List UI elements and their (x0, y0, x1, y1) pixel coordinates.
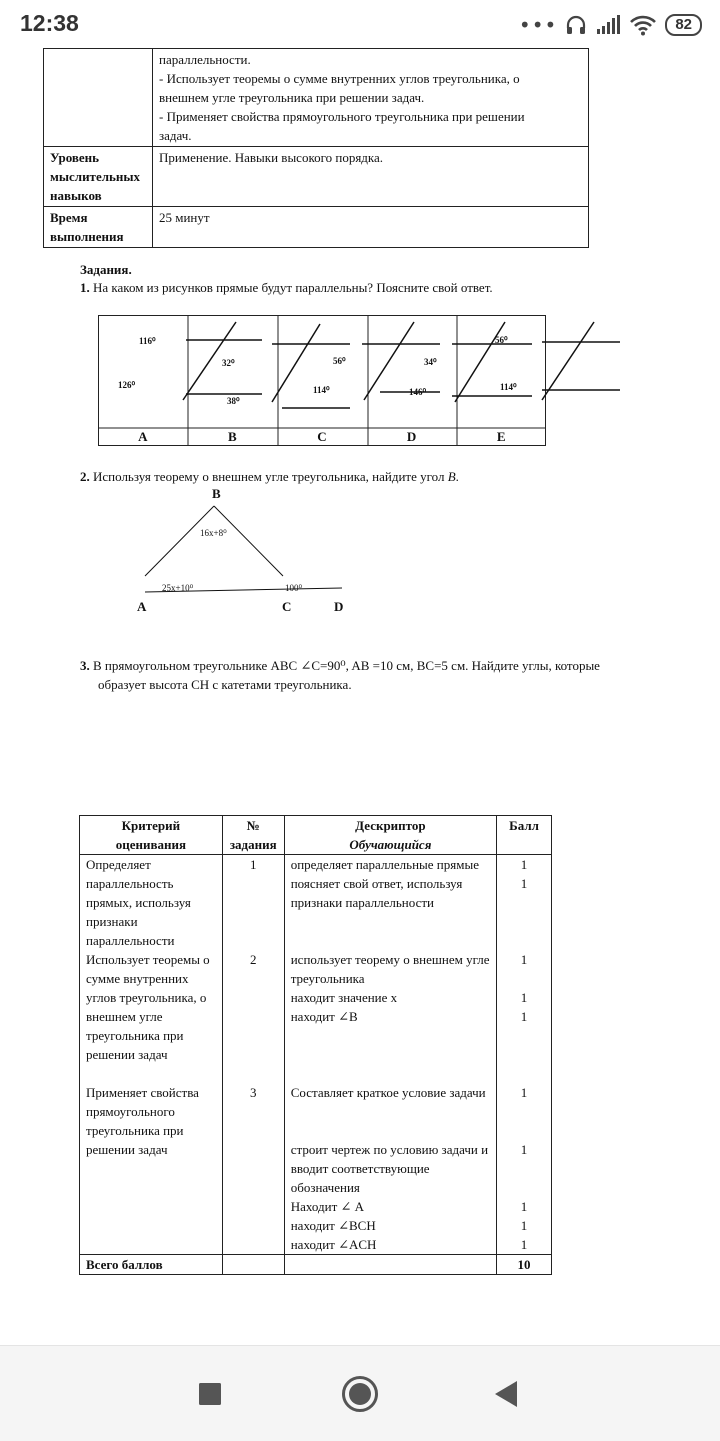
angle-a-top: 116⁰ (139, 336, 156, 346)
tasks-heading: Задания. (80, 262, 132, 277)
angle-b-top: 32⁰ (222, 358, 235, 368)
vertex-c-label: C (282, 599, 292, 614)
angle-b-expression: 16x+8⁰ (200, 528, 227, 538)
angle-e-bottom: 114⁰ (500, 382, 517, 392)
home-circle-icon (341, 1375, 379, 1413)
info-table (43, 48, 589, 248)
table-row: Находит ∠ A 1 (80, 1197, 552, 1216)
header-descriptor: Дескриптор Обучающийся (284, 816, 496, 855)
status-icons (519, 12, 702, 38)
header-criterion: Критерий оценивания (80, 816, 223, 855)
recents-square-icon (198, 1382, 222, 1406)
info-row-thinking-level (44, 147, 589, 207)
vertex-a-label: A (137, 599, 147, 614)
battery-indicator: 82 (665, 14, 702, 36)
header-score: Балл (497, 816, 552, 855)
figure-label-a: A (138, 429, 148, 444)
info-cell-empty (44, 49, 153, 147)
clock: 12:38 (20, 10, 79, 36)
table-row: Использует теоремы о сумме внутренних 2 использует теорему о внешнем угле треугольника 1 (80, 950, 552, 988)
total-label: Всего баллов (80, 1255, 223, 1275)
figure-label-b: B (228, 429, 237, 444)
recents-button[interactable] (188, 1372, 232, 1416)
figure-label-e: E (496, 429, 506, 444)
figure-label-d: D (406, 429, 417, 444)
signal-icon (595, 15, 621, 35)
angle-a-bottom: 126⁰ (118, 380, 136, 390)
info-value-thinking-level: Применение. Навыки высокого порядка. (153, 147, 589, 207)
task-2-text: 2. Используя теорему о внешнем угле треугольника, найдите угол B. (80, 469, 459, 484)
total-row (80, 1255, 552, 1275)
info-label-duration: Время выполнения (44, 207, 153, 248)
angle-d-bottom: 146⁰ (409, 387, 427, 397)
table-row: параллельность прямых, используя признаки параллельности поясняет свой ответ, используя признаки параллельности 1 (80, 874, 552, 950)
wifi-icon (629, 14, 657, 36)
back-button[interactable] (484, 1372, 528, 1416)
angle-c-bottom: 114⁰ (313, 385, 330, 395)
header-task-number: № задания (222, 816, 284, 855)
more-dots-icon: ••• (518, 13, 558, 37)
headphones-icon (565, 14, 587, 36)
table-row: углов треугольника, о находит значение x 1 (80, 988, 552, 1007)
table-row: находит ∠BCH 1 (80, 1216, 552, 1235)
task-3-text: 3. В прямоугольном треугольнике ABC ∠C=90⁰, AB =10 см, BC=5 см. Найдите углы, которые образует высота CH с катетами треугольника. (80, 658, 600, 692)
criteria-header-row (80, 816, 552, 855)
back-triangle-icon (493, 1380, 519, 1408)
info-row-duration (44, 207, 589, 248)
table-row: решении задач строит чертеж по условию задачи и вводит соответствующие обозначения 1 (80, 1140, 552, 1197)
angle-b-bottom: 38⁰ (227, 396, 240, 406)
figure-labels-row (98, 428, 546, 446)
task-2-triangle (0, 482, 720, 622)
status-bar (0, 0, 720, 50)
point-d-label: D (334, 599, 344, 614)
exterior-angle-value: 100⁰ (285, 583, 303, 593)
table-row: находит ∠ACH 1 (80, 1235, 552, 1255)
info-cell-outcomes: параллельности. - Использует теоремы о сумме внутренних углов треугольника, о внешнем угле треугольника при решении задач. - Применяет свойства прямоугольного треугольника при решении задач. (153, 49, 589, 147)
task-1-text: 1. На каком из рисунков прямые будут параллельны? Поясните свой ответ. (80, 280, 493, 295)
vertex-b-label: B (212, 486, 221, 501)
angle-c-top: 56⁰ (333, 356, 346, 366)
table-row: внешнем угле треугольника при решении задач находит ∠B 1 (80, 1007, 552, 1083)
total-score: 10 (497, 1255, 552, 1275)
figure-label-c: C (317, 429, 327, 444)
info-row-outcomes (44, 49, 589, 147)
angle-a-expression: 25x+10⁰ (162, 583, 194, 593)
table-row: Применяет свойства прямоугольного треугольника при 3 Составляет краткое условие задачи 1 (80, 1083, 552, 1140)
angle-d-top: 34⁰ (424, 357, 437, 367)
system-nav-bar (0, 1345, 720, 1441)
info-label-thinking-level: Уровень мыслительных навыков (44, 147, 153, 207)
info-value-duration: 25 минут (153, 207, 589, 248)
angle-e-top: 56⁰ (495, 335, 508, 345)
table-row: Определяет 1 определяет параллельные прямые 1 (80, 855, 552, 875)
home-button[interactable] (338, 1372, 382, 1416)
criteria-table (79, 815, 552, 1275)
